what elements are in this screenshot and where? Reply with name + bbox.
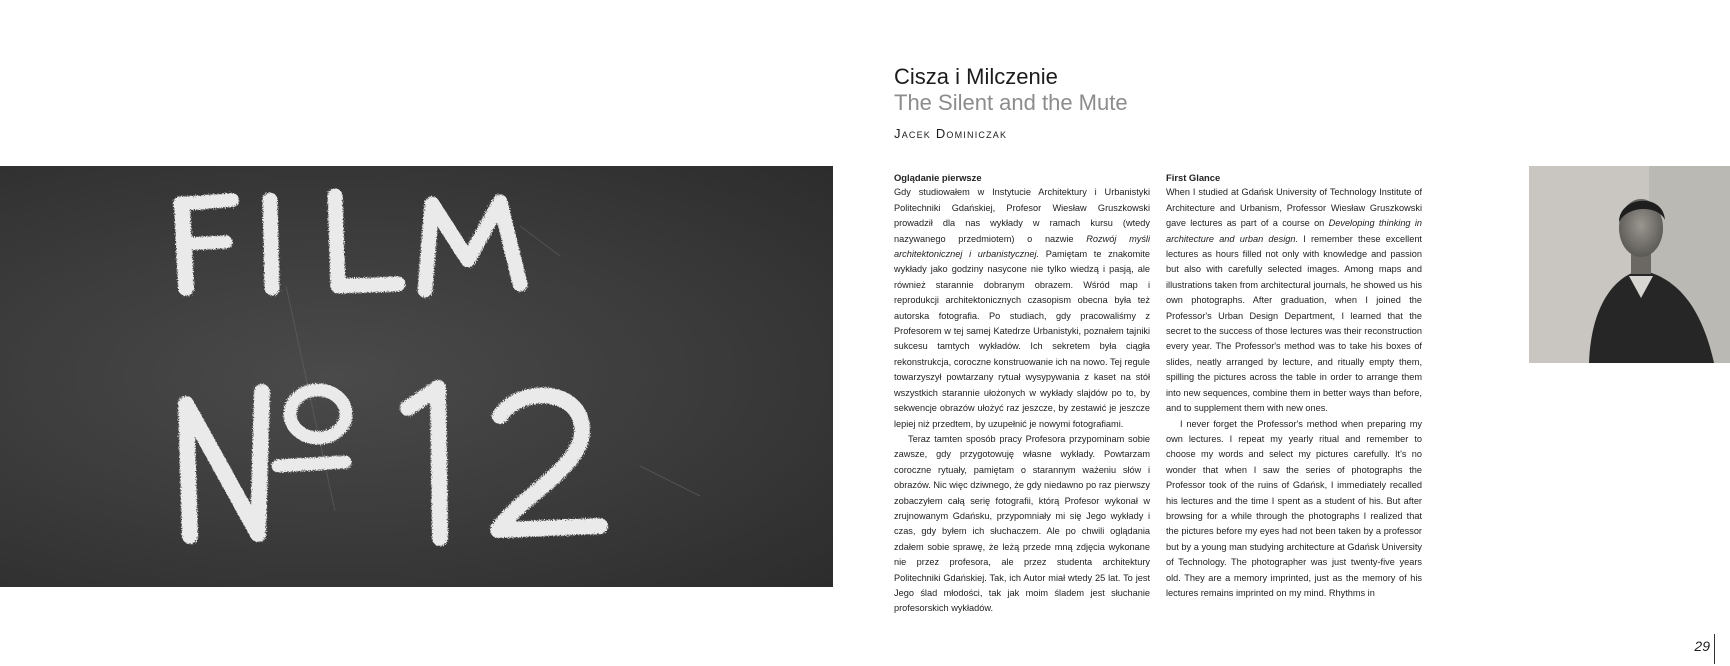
section-heading-polish: Oglądanie pierwsze [894, 172, 982, 183]
section-heading-english: First Glance [1166, 172, 1221, 183]
article-title-block [894, 64, 1128, 141]
paragraph-polish-1-text: Gdy studiowałem w Instytucie Architektury i Urbanistyki Politechniki Gdańskiej, Profesor Wiesław Gruszkowski prowadził dla nas wykłady w ramach kursu (wtedy nazywanego przedmiotem) o nazwie [894, 187, 1150, 244]
film-box-photo [0, 166, 833, 587]
text-column-polish [894, 170, 1150, 617]
page-number: 29 [1694, 638, 1710, 654]
title-english: The Silent and the Mute [894, 90, 1128, 115]
course-title-polish: Rozwój myśli architektonicznej i urbanistycznej. [894, 233, 1150, 260]
title-polish: Cisza i Milczenie [894, 64, 1058, 89]
paragraph-polish-1-rest: Pamiętam te znakomite wykłady jako godziny nasycone nie tylko wiedzą i pasją, ale również starannie dobranym obrazem. Wśród map i reprodukcji architektonicznych czasopism obecna była też autorska fotografia. Po studiach, gdy pracowaliśmy z Profesorem w tej samej Katedrze Urbanistyki, poznałem tajniki sukcesu tamtych wykładów. Ich sekretem była ciągła rekonstrukcja, coroczne konstruowanie ich na nowo. Tej regule towarzyszył powtarzany rytuał wysypywania z kaset na stół wszystkich starannie ułożonych w wykłady slajdów po to, by sekwencje obrazów ułożyć raz jeszcze, by zestawić je jeszcze lepiej niż przedtem, by uzupełnić je nowymi fotografiami. [894, 249, 1150, 429]
course-title-english: Developing thinking in architecture and urban design. [1166, 218, 1422, 244]
paragraph-polish-1 [894, 185, 1150, 432]
page-number-rule [1714, 634, 1715, 664]
paragraph-polish-2: Teraz tamten sposób pracy Profesora przypominam sobie zawsze, gdy przygotowuję własne wykłady. Powtarzam coroczne rytuały, pamiętam o starannym ważeniu słów i obrazów. Nic więc dziwnego, że gdy niedawno po raz pierwszy zobaczyłem całą serię fotografii, którą Profesor wykonał w zrujnowanym Gdańsku, przypomniały mi się Jego wykłady i czas, gdy byłem ich słuchaczem. Ale po chwili oglądania zdałem sobie sprawę, że leżą przede mną zdjęcia wykonane nie przez profesora, ale przez studenta architektury Politechniki Gdańskiej. Tak, ich Autor miał wtedy 25 lat. To jest Jego ślad młodości, tak jak moim śladem jest słuchanie profesorskich wykładów. [894, 433, 1150, 614]
paragraph-english-1 [1166, 185, 1422, 416]
author-name: Jacek Dominiczak [894, 126, 1008, 141]
portrait-image [1529, 166, 1730, 363]
chalk-lettering-image [0, 166, 833, 587]
paragraph-english-1-text: When I studied at Gdańsk University of Technology Institute of Architecture and Urbanism, Professor Wiesław Gruszkowski gave lectures as part of a course on [1166, 187, 1422, 229]
text-column-english [1166, 170, 1422, 601]
portrait-photo [1529, 166, 1730, 363]
paragraph-english-1-rest: I remember these excellent lectures as hours filled not only with knowledge and passion but also with carefully selected images. Among maps and illustrations taken from architectural journals, he showed us his own photographs. After graduation, when I joined the Professor's Urban Design Department, I learned that the secret to the success of those lectures was their reconstruction every year. The Professor's method was to take his boxes of slides, neatly arranged by lecture, and ritually empty them, spilling the pictures across the table in order to arrange them into new sequences, combine them in better ways than before, and to supplement them with new ones. [1166, 233, 1422, 414]
paragraph-english-2: I never forget the Professor's method when preparing my own lectures. I repeat my yearly ritual and remember to choose my words and select my pictures carefully. It's no wonder that when I saw the series of photographs the Professor took of the ruins of Gdańsk, I immediately recalled his lectures and the time I spent as a student of his. But after browsing for a while through the photographs I realized that the pictures before my eyes had not been taken by a professor but by a young man studying architecture at Gdańsk University of Technology. The photographer was just twenty-five years old. They are a memory imprinted, just as the memory of his lectures remains imprinted on my mind. Rhythms in [1166, 418, 1422, 598]
